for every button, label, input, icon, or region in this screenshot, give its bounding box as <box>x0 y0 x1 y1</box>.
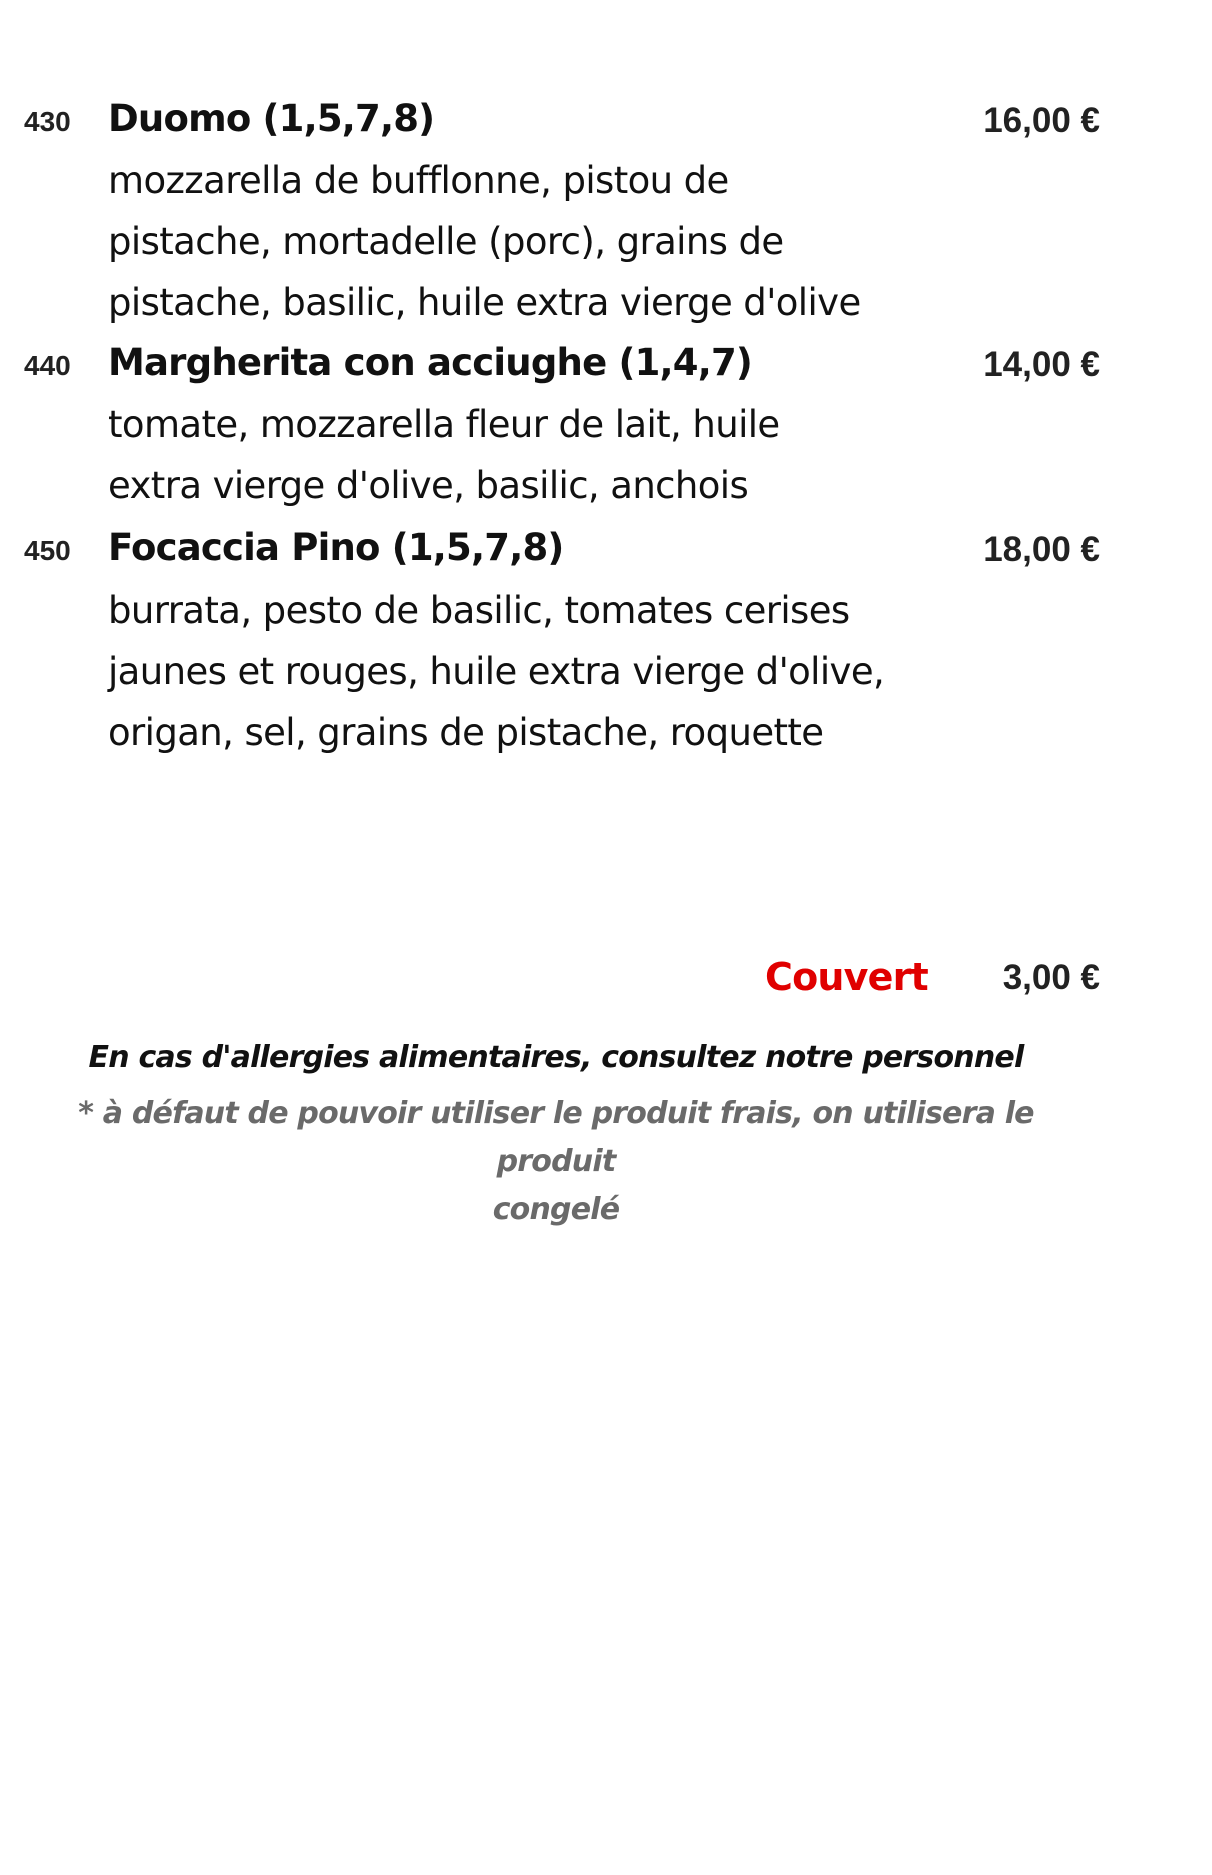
allergy-note: En cas d'allergies alimentaires, consultez notre personnel <box>88 1040 1024 1075</box>
description-line: pistache, mortadelle (porc), grains de <box>108 220 784 263</box>
item-number: 450 <box>24 535 71 566</box>
item-price: 14,00 € <box>983 345 1100 384</box>
description-line: pistache, basilic, huile extra vierge d'olive <box>108 281 861 324</box>
description-line: tomate, mozzarella fleur de lait, huile <box>108 403 780 446</box>
item-number: 430 <box>24 106 71 137</box>
item-price: 18,00 € <box>983 530 1100 569</box>
couvert-label: Couvert <box>765 955 928 999</box>
frozen-note-line: congelé <box>492 1192 620 1227</box>
item-description <box>108 394 780 516</box>
item-description <box>108 580 884 763</box>
item-name: Margherita con acciughe (1,4,7) <box>108 341 753 384</box>
item-description <box>108 150 861 333</box>
item-price: 16,00 € <box>983 101 1100 140</box>
frozen-note-line: * à défaut de pouvoir utiliser le produit frais, on utilisera le produit <box>78 1096 1034 1179</box>
couvert-price: 3,00 € <box>1002 958 1100 997</box>
description-line: burrata, pesto de basilic, tomates cerises <box>108 589 850 632</box>
description-line: origan, sel, grains de pistache, roquette <box>108 711 824 754</box>
item-number: 440 <box>24 350 71 381</box>
description-line: jaunes et rouges, huile extra vierge d'olive, <box>108 650 885 693</box>
description-line: mozzarella de bufflonne, pistou de <box>108 159 729 202</box>
item-name: Focaccia Pino (1,5,7,8) <box>108 526 564 569</box>
frozen-product-note <box>40 1090 1072 1234</box>
item-name: Duomo (1,5,7,8) <box>108 97 435 140</box>
description-line: extra vierge d'olive, basilic, anchois <box>108 464 749 507</box>
